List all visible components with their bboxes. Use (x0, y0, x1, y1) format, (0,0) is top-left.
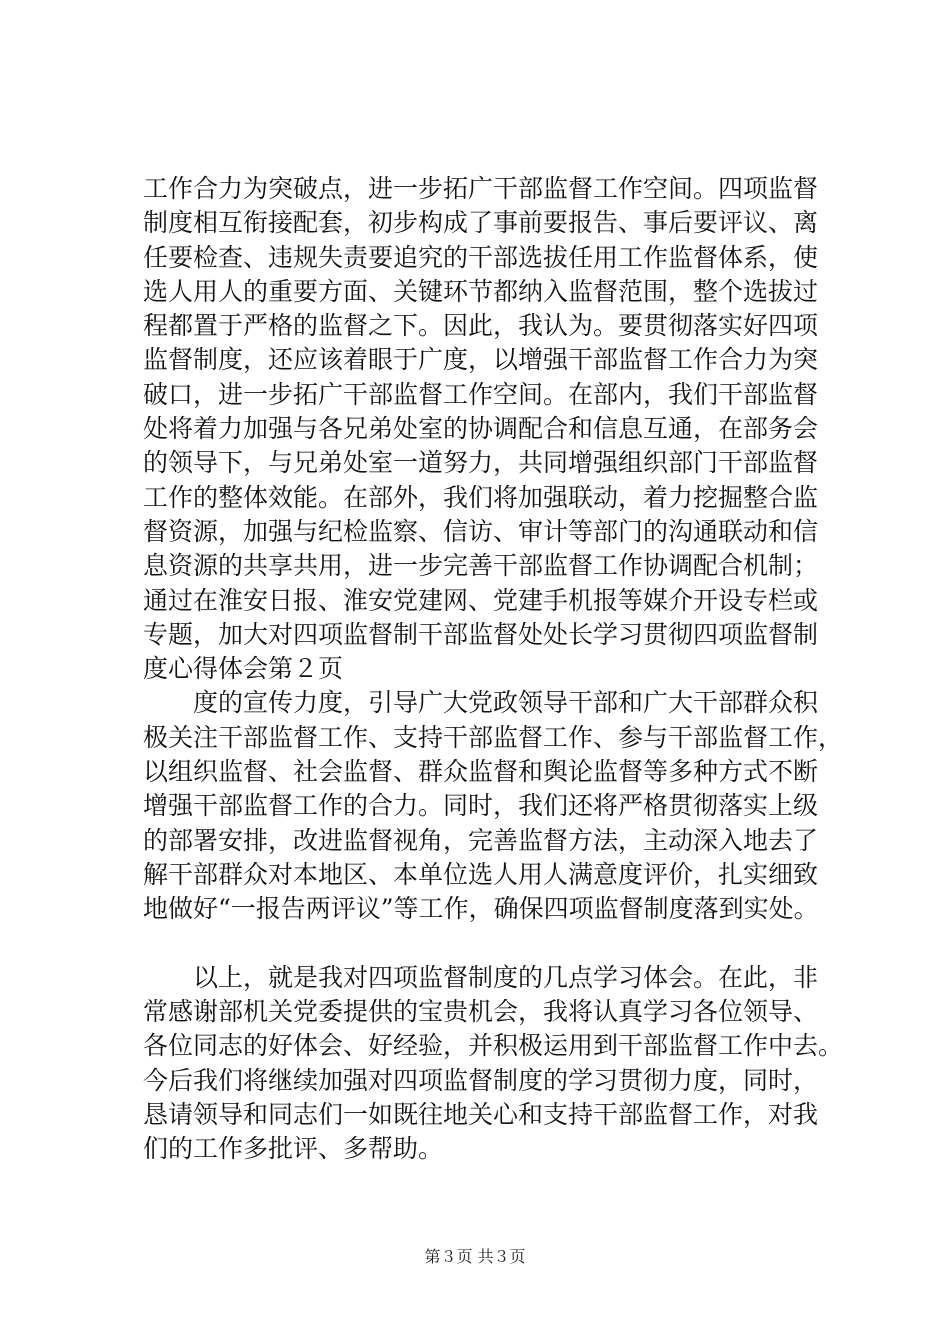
body-text (143, 172, 863, 1167)
text-line: 选人用人的重要方面、关键环节都纳入监督范围，整个选拔过 (143, 276, 819, 306)
text-line: 度的宣传力度，引导广大党政领导干部和广大干部群众积 (143, 688, 819, 718)
text-line: 专题，加大对四项监督制干部监督处处长学习贯彻四项监督制 (143, 619, 819, 649)
text-line: 处将着力加强与各兄弟处室的协调配合和信息互通，在部务会 (143, 414, 819, 444)
text-line: 常感谢部机关党委提供的宝贵机会，我将认真学习各位领导、 (143, 997, 819, 1027)
text-line: 的领导下，与兄弟处室一道努力，共同增强组织部门干部监督 (143, 448, 819, 478)
text-line: 的部署安排，改进监督视角，完善监督方法，主动深入地去了 (143, 825, 819, 855)
text-line: 今后我们将继续加强对四项监督制度的学习贯彻力度，同时， (143, 1065, 819, 1095)
page-footer: 第３页 共３页 (424, 1247, 526, 1266)
text-line: 度心得体会第２页 (143, 654, 344, 684)
text-line: 各位同志的好体会、好经验，并积极运用到干部监督工作中去。 (143, 1031, 844, 1061)
paragraph-gap (143, 927, 863, 961)
text-line: 以上，就是我对四项监督制度的几点学习体会。在此，非 (143, 962, 819, 992)
text-line: 们的工作多批评、多帮助。 (143, 1134, 444, 1164)
text-line: 破口，进一步拓广干部监督工作空间。在部内，我们干部监督 (143, 379, 819, 409)
text-line: 极关注干部监督工作、支持干部监督工作、参与干部监督工作， (143, 722, 844, 752)
text-line: 以组织监督、社会监督、群众监督和舆论监督等多种方式不断 (143, 757, 819, 787)
text-line: 工作合力为突破点，进一步拓广干部监督工作空间。四项监督 (143, 174, 819, 203)
text-line: 通过在淮安日报、淮安党建网、党建手机报等媒介开设专栏或 (143, 585, 819, 615)
text-line: 任要检查、违规失责要追究的干部选拔任用工作监督体系，使 (143, 242, 819, 272)
text-line: 地做好“一报告两评议”等工作，确保四项监督制度落到实处。 (143, 894, 819, 924)
text-line: 制度相互衔接配套，初步构成了事前要报告、事后要评议、离 (143, 208, 819, 238)
text-line: 督资源，加强与纪检监察、信访、审计等部门的沟通联动和信 (143, 516, 819, 546)
text-line: 程都置于严格的监督之下。因此，我认为。要贯彻落实好四项 (143, 311, 819, 341)
text-line: 增强干部监督工作的合力。同时，我们还将严格贯彻落实上级 (143, 791, 819, 821)
text-line: 解干部群众对本地区、本单位选人用人满意度评价，扎实细致 (143, 859, 819, 889)
text-line: 恳请领导和同志们一如既往地关心和支持干部监督工作，对我 (143, 1100, 819, 1130)
text-line: 工作的整体效能。在部外，我们将加强联动，着力挖掘整合监 (143, 482, 819, 512)
text-line: 监督制度，还应该着眼于广度，以增强干部监督工作合力为突 (143, 345, 819, 375)
text-line: 息资源的共享共用，进一步完善干部监督工作协调配合机制； (143, 551, 819, 581)
